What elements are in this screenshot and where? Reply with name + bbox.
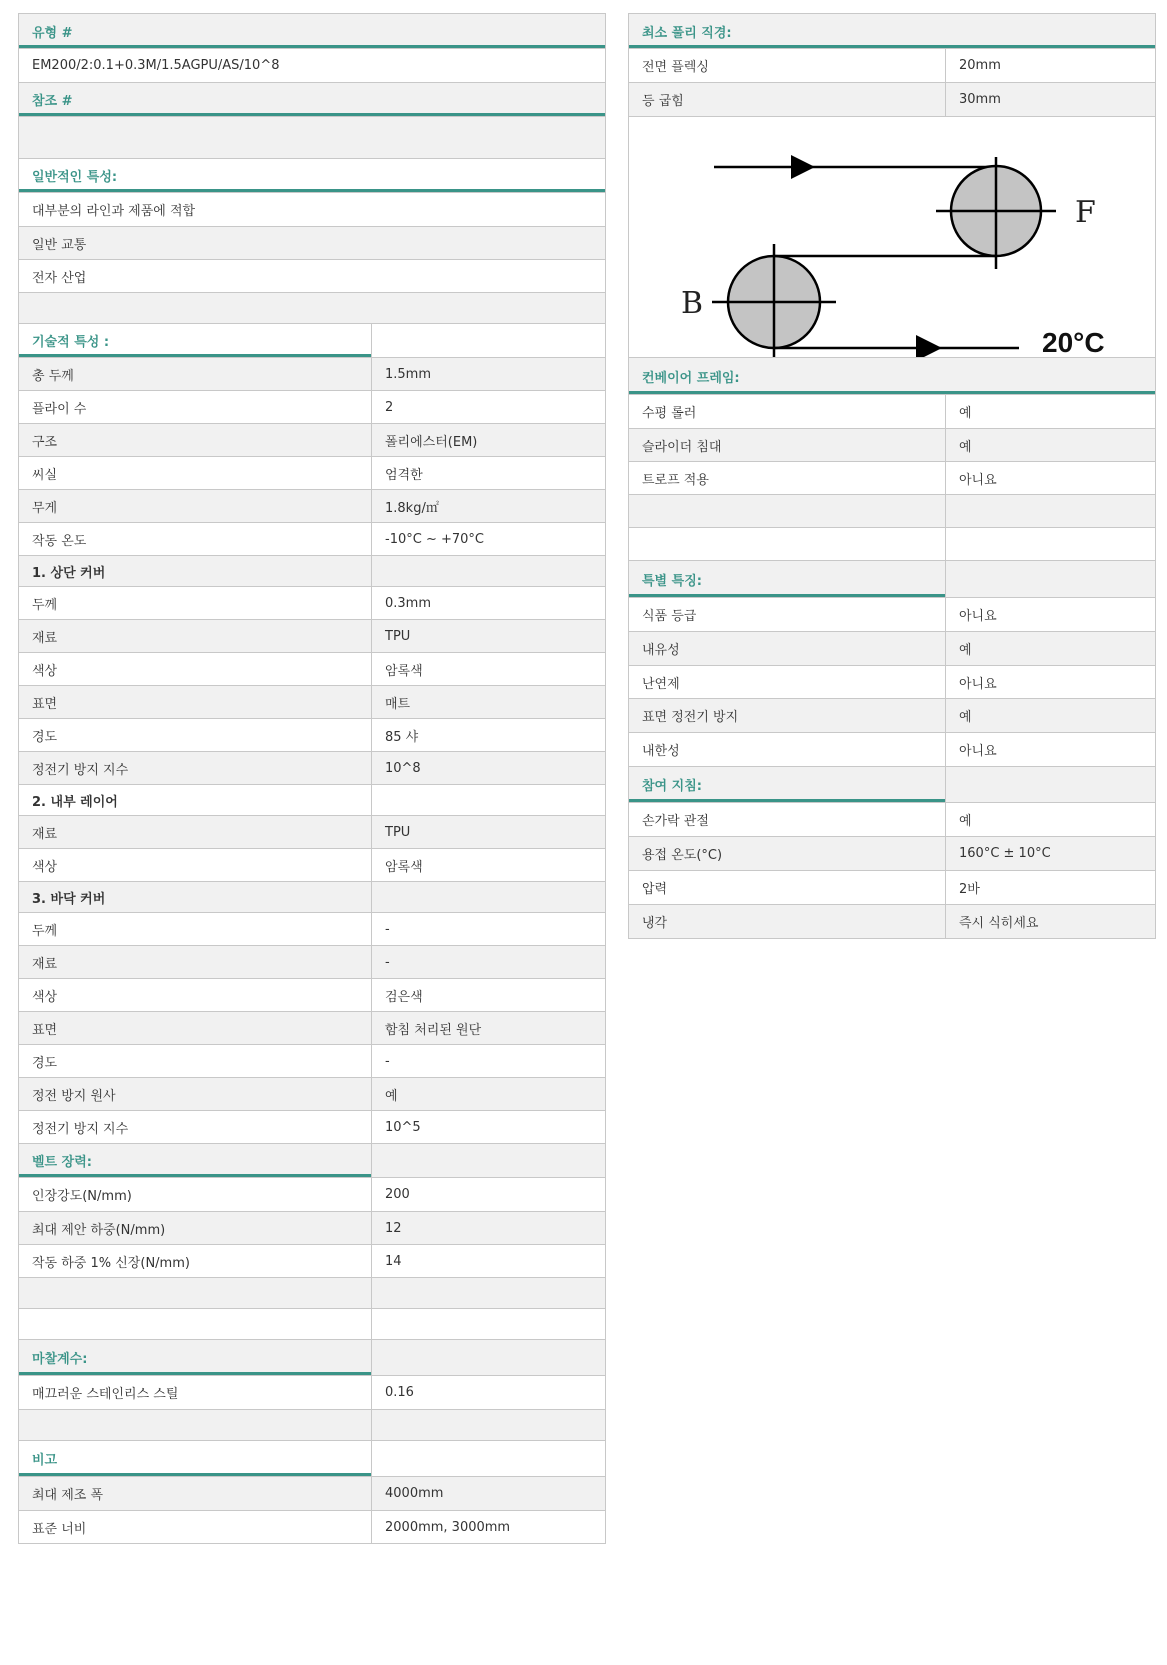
label-f: F: [1075, 195, 1096, 230]
table-row: [629, 461, 1155, 494]
general-item: 대부분의 라인과 제품에 적합: [32, 204, 196, 219]
row-value: -: [371, 946, 605, 978]
row-value: 아니요: [945, 598, 1155, 631]
row-value: 1.8kg/㎡: [371, 490, 605, 522]
row-value: 예: [945, 632, 1155, 665]
arrow-right-icon: [916, 335, 942, 357]
row-value: 아니요: [945, 462, 1155, 494]
empty-cell: [19, 1309, 371, 1339]
spacer-row: [19, 1409, 605, 1440]
tech-header-row: [19, 323, 605, 357]
ref-header-row: [19, 82, 605, 116]
empty-cell: [945, 528, 1155, 560]
row-label: 구조: [32, 434, 58, 450]
row-value: 4000mm: [371, 1477, 605, 1510]
remarks-header: 비고: [19, 1441, 371, 1476]
ref-value: [19, 117, 605, 158]
empty-cell: [371, 324, 605, 357]
row-label: 등 굽힘: [642, 94, 684, 109]
row-value: 폴리에스터(EM): [371, 424, 605, 456]
table-row: [19, 978, 605, 1011]
empty-cell: [371, 1410, 605, 1440]
empty-cell: [629, 495, 945, 527]
empty-cell: [371, 556, 605, 586]
subsection-row: [19, 881, 605, 912]
table-row: [19, 718, 605, 751]
row-label: 매끄러운 스테인리스 스틸: [32, 1387, 179, 1402]
general-header-row: [19, 158, 605, 192]
table-row: [19, 1476, 605, 1510]
row-label: 정전기 방지 지수: [32, 1121, 129, 1137]
row-value: 0.3mm: [371, 587, 605, 619]
row-value: 아니요: [945, 733, 1155, 766]
type-value-row: [19, 48, 605, 82]
table-row: [19, 1177, 605, 1211]
table-row: [19, 1244, 605, 1277]
right-spec-table: [628, 13, 1156, 939]
table-row: [629, 698, 1155, 732]
spacer-row: [19, 1308, 605, 1339]
general-item: 전자 산업: [32, 270, 87, 286]
row-value: 예: [945, 803, 1155, 836]
table-row: [19, 423, 605, 456]
table-row: [19, 1011, 605, 1044]
table-row: [19, 751, 605, 784]
table-row: [629, 732, 1155, 766]
row-value: 0.16: [371, 1376, 605, 1409]
remarks-header-row: [19, 1440, 605, 1476]
row-label: 경도: [32, 1055, 58, 1071]
table-row: [19, 945, 605, 978]
row-label: 작동 온도: [32, 533, 87, 549]
row-value: 암록색: [371, 849, 605, 881]
row-value: 아니요: [945, 666, 1155, 698]
left-spec-table: [18, 13, 606, 1544]
row-value: -: [371, 1045, 605, 1077]
row-label: 씨실: [32, 467, 58, 483]
table-row: [19, 357, 605, 390]
row-label: 냉각: [642, 916, 668, 931]
type-header-row: [19, 14, 605, 48]
tech-header: 기술적 특성 :: [19, 324, 371, 357]
table-row: [629, 870, 1155, 904]
row-label: 표준 너비: [32, 1521, 87, 1537]
row-label: 재료: [32, 630, 58, 646]
row-label: 난연제: [642, 676, 680, 692]
list-item: [19, 259, 605, 292]
table-row: [629, 665, 1155, 698]
table-row: [19, 586, 605, 619]
table-row: [629, 802, 1155, 836]
tension-header: 벨트 장력:: [19, 1144, 371, 1177]
row-value: 2000mm, 3000mm: [371, 1511, 605, 1543]
bottom-cover-header: 3. 바닥 커버: [32, 891, 106, 907]
row-value: 30mm: [945, 83, 1155, 116]
row-label: 정전기 방지 지수: [32, 762, 129, 778]
spacer-row: [629, 494, 1155, 527]
row-value: 10^5: [371, 1111, 605, 1143]
empty-cell: [945, 767, 1155, 802]
ref-value-row: [19, 116, 605, 158]
list-item: [19, 192, 605, 226]
tension-header-row: [19, 1143, 605, 1177]
empty-cell: [371, 1340, 605, 1375]
row-label: 재료: [32, 956, 58, 972]
friction-header-row: [19, 1339, 605, 1375]
subsection-row: [19, 784, 605, 815]
empty-cell: [371, 1144, 605, 1177]
table-row: [629, 82, 1155, 116]
joining-header-row: [629, 766, 1155, 802]
special-header: 특별 특징:: [629, 561, 945, 597]
spacer-row: [19, 292, 605, 323]
empty-cell: [371, 1441, 605, 1476]
row-label: 최대 제안 하중(N/mm): [32, 1222, 166, 1238]
row-label: 수평 롤러: [642, 406, 697, 421]
table-row: [19, 912, 605, 945]
empty-cell: [945, 495, 1155, 527]
row-value: -: [371, 913, 605, 945]
empty-cell: [371, 1278, 605, 1308]
row-label: 표면 정전기 방지: [642, 710, 739, 725]
table-row: [19, 1044, 605, 1077]
table-row: [19, 619, 605, 652]
empty-cell: [629, 528, 945, 560]
table-row: [19, 1077, 605, 1110]
pulley-diagram: [629, 116, 1155, 357]
table-row: [629, 836, 1155, 870]
table-row: [19, 390, 605, 423]
table-row: [19, 456, 605, 489]
arrow-right-icon: [791, 155, 815, 179]
table-row: [629, 428, 1155, 461]
row-value: -10°C ~ +70°C: [371, 523, 605, 555]
row-value: 2바: [945, 871, 1155, 904]
row-label: 무게: [32, 500, 58, 516]
table-row: [19, 1110, 605, 1143]
row-value: 즉시 식히세요: [945, 905, 1155, 938]
table-row: [629, 597, 1155, 631]
table-row: [19, 522, 605, 555]
row-label: 인장강도(N/mm): [32, 1189, 132, 1204]
row-label: 두께: [32, 923, 58, 939]
inner-layer-header: 2. 내부 레이어: [32, 794, 118, 810]
row-value: 85 샤: [371, 719, 605, 751]
ref-header: 참조 #: [19, 83, 605, 116]
row-label: 식품 등급: [642, 609, 697, 624]
row-label: 트로프 적용: [642, 472, 709, 488]
row-value: 매트: [371, 686, 605, 718]
table-row: [19, 1375, 605, 1409]
row-label: 작동 하중 1% 신장(N/mm): [32, 1255, 190, 1271]
row-value: 암록색: [371, 653, 605, 685]
row-value: 예: [945, 429, 1155, 461]
empty-cell: [371, 882, 605, 912]
row-label: 색상: [32, 989, 58, 1005]
spacer-row: [19, 1277, 605, 1308]
row-label: 최대 제조 폭: [32, 1488, 104, 1503]
row-value: 예: [371, 1078, 605, 1110]
row-label: 두께: [32, 597, 58, 613]
temperature-label: 20°C: [1042, 327, 1105, 357]
frame-header: 컨베이어 프레임:: [629, 358, 1155, 394]
pulley-header: 최소 풀리 직경:: [629, 14, 1155, 48]
joining-header: 참여 지침:: [629, 767, 945, 802]
frame-header-row: [629, 357, 1155, 394]
table-row: [629, 631, 1155, 665]
pulley-header-row: [629, 14, 1155, 48]
friction-header: 마찰계수:: [19, 1340, 371, 1375]
row-label: 표면: [32, 1022, 58, 1038]
row-value: TPU: [371, 620, 605, 652]
table-row: [19, 848, 605, 881]
row-value: 160°C ± 10°C: [945, 837, 1155, 870]
table-row: [19, 652, 605, 685]
row-label: 플라이 수: [32, 401, 87, 417]
empty-cell: [19, 1278, 371, 1308]
spacer-row: [629, 527, 1155, 560]
type-value: EM200/2:0.1+0.3M/1.5AGPU/AS/10^8: [32, 58, 280, 73]
table-row: [19, 685, 605, 718]
empty-cell: [19, 1410, 371, 1440]
row-value: 12: [371, 1212, 605, 1244]
empty-cell: [371, 1309, 605, 1339]
row-value: 함침 처리된 원단: [371, 1012, 605, 1044]
row-label: 색상: [32, 859, 58, 875]
table-row: [19, 1211, 605, 1244]
row-label: 전면 플렉싱: [642, 60, 709, 75]
row-label: 재료: [32, 826, 58, 842]
table-row: [19, 489, 605, 522]
table-row: [19, 815, 605, 848]
row-value: 10^8: [371, 752, 605, 784]
table-row: [629, 48, 1155, 82]
top-cover-header: 1. 상단 커버: [32, 565, 106, 581]
row-label: 내한성: [642, 744, 680, 759]
pulley-diagram-svg: [629, 117, 1155, 357]
general-item: 일반 교통: [32, 237, 87, 253]
row-value: 1.5mm: [371, 358, 605, 390]
row-value: 예: [945, 699, 1155, 732]
type-header: 유형 #: [19, 14, 605, 48]
row-value: 200: [371, 1178, 605, 1211]
table-row: [19, 1510, 605, 1543]
empty-cell: [371, 785, 605, 815]
row-value: 14: [371, 1245, 605, 1277]
row-value: 20mm: [945, 49, 1155, 82]
row-label: 내유성: [642, 643, 680, 658]
row-label: 경도: [32, 729, 58, 745]
row-value: 엄격한: [371, 457, 605, 489]
empty-cell: [19, 293, 605, 323]
label-b: B: [681, 286, 704, 321]
row-value: 2: [371, 391, 605, 423]
row-label: 슬라이더 침대: [642, 439, 722, 455]
list-item: [19, 226, 605, 259]
row-value: TPU: [371, 816, 605, 848]
special-header-row: [629, 560, 1155, 597]
row-label: 손가락 관절: [642, 814, 709, 829]
row-label: 총 두께: [32, 368, 74, 384]
table-row: [629, 394, 1155, 428]
row-label: 색상: [32, 663, 58, 679]
row-label: 정전 방지 원사: [32, 1088, 116, 1104]
row-label: 압력: [642, 882, 668, 897]
row-value: 예: [945, 395, 1155, 428]
row-label: 용접 온도(°C): [642, 848, 723, 863]
empty-cell: [945, 561, 1155, 597]
row-label: 표면: [32, 696, 58, 712]
row-value: 검은색: [371, 979, 605, 1011]
subsection-row: [19, 555, 605, 586]
general-header: 일반적인 특성:: [19, 159, 605, 192]
table-row: [629, 904, 1155, 938]
